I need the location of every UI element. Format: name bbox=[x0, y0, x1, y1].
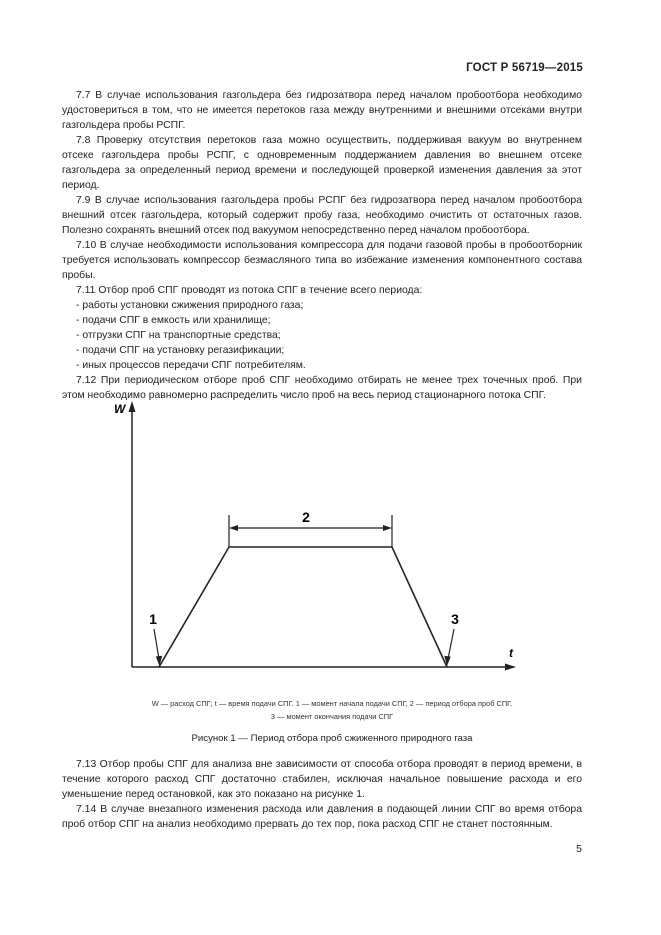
flow-rate-curve bbox=[159, 547, 447, 667]
figure-legend bbox=[62, 697, 602, 723]
y-axis-label: W bbox=[114, 402, 126, 416]
flow-diagram-svg bbox=[92, 395, 532, 695]
list-item: - подачи СПГ в емкость или хранилище; bbox=[76, 315, 271, 326]
body-text-top bbox=[62, 88, 582, 403]
x-axis-arrow-icon bbox=[505, 664, 516, 671]
paragraph-7-12: 7.12 При периодическом отборе проб СПГ необходимо отбирать не менее трех точечных проб. При этом необходимо равномерно распределить число проб на весь период стационарного потока СПГ. bbox=[62, 375, 582, 401]
legend-line-1: W — расход СПГ; t — время подачи СПГ. 1 — момент начала подачи СПГ, 2 — период отбора проб СПГ. bbox=[151, 699, 513, 708]
paragraph-7-14: 7.14 В случае внезапного изменения расхода или давления в подающей линии СПГ во время отбора проб отбор СПГ на анализ необходимо прервать до тех пор, пока расход СПГ не станет постоянным. bbox=[62, 804, 582, 830]
period-left-arrow-icon bbox=[229, 525, 238, 531]
pointer-1-line bbox=[154, 629, 159, 659]
list-item: - иных процессов передачи СПГ потребителям. bbox=[76, 360, 306, 371]
pointer-3-line bbox=[448, 629, 454, 659]
x-axis-label: t bbox=[509, 646, 513, 660]
legend-line-2: 3 — момент окончания подачи СПГ bbox=[270, 712, 394, 721]
period-right-arrow-icon bbox=[383, 525, 392, 531]
paragraph-7-7: 7.7 В случае использования газгольдера без гидрозатвора перед началом пробоотбора необходимо удостовериться в том, что не имеется перетоков газа между внутренними и внешними отсеками внутри газгольдера пробы РСПГ. bbox=[62, 90, 582, 131]
label-1: 1 bbox=[149, 611, 157, 627]
label-3: 3 bbox=[451, 611, 459, 627]
body-text-bottom bbox=[62, 757, 582, 832]
page-number: 5 bbox=[576, 843, 582, 855]
paragraph-7-13: 7.13 Отбор пробы СПГ для анализа вне зависимости от способа отбора проводят в период времени, в течение которого расход СПГ достаточно стабилен, исключая начальное повышение расхода и его уменьшение перед остановкой, как это показано на рисунке 1. bbox=[62, 759, 582, 800]
figure-1-diagram bbox=[92, 395, 532, 695]
y-axis-arrow-icon bbox=[129, 401, 136, 412]
figure-caption: Рисунок 1 — Период отбора проб сжиженного природного газа bbox=[191, 733, 473, 744]
label-2: 2 bbox=[302, 509, 310, 525]
paragraph-7-9: 7.9 В случае использования газгольдера пробы РСПГ без гидрозатвора перед началом пробоотбора внешний отсек газгольдера, который содержит пробу газа, необходимо очистить от остаточных газов. Полезно сохранять внешний отсек под вакуумом непосредственно перед началом пробоотбора. bbox=[62, 195, 582, 236]
paragraph-7-8: 7.8 Проверку отсутствия перетоков газа можно осуществить, поддерживая вакуум во внутреннем отсеке газгольдера пробы РСПГ, с одновременным поддержанием давления во внешнем отсеке газгольдера за определенный период времени и последующей проверкой изменения давления за этот период. bbox=[62, 135, 582, 191]
paragraph-7-11: 7.11 Отбор проб СПГ проводят из потока СПГ в течение всего периода: bbox=[76, 285, 423, 296]
list-item: - работы установки сжижения природного газа; bbox=[76, 300, 304, 311]
paragraph-7-10: 7.10 В случае необходимости использования компрессора для подачи газовой пробы в пробоотборник требуется использовать компрессор безмасляного типа во избежание изменения компонентного состава пробы. bbox=[62, 240, 582, 281]
list-item: - подачи СПГ на установку регазификации; bbox=[76, 345, 285, 356]
list-item: - отгрузки СПГ на транспортные средства; bbox=[76, 330, 281, 341]
standard-code-header: ГОСТ Р 56719—2015 bbox=[466, 62, 583, 74]
